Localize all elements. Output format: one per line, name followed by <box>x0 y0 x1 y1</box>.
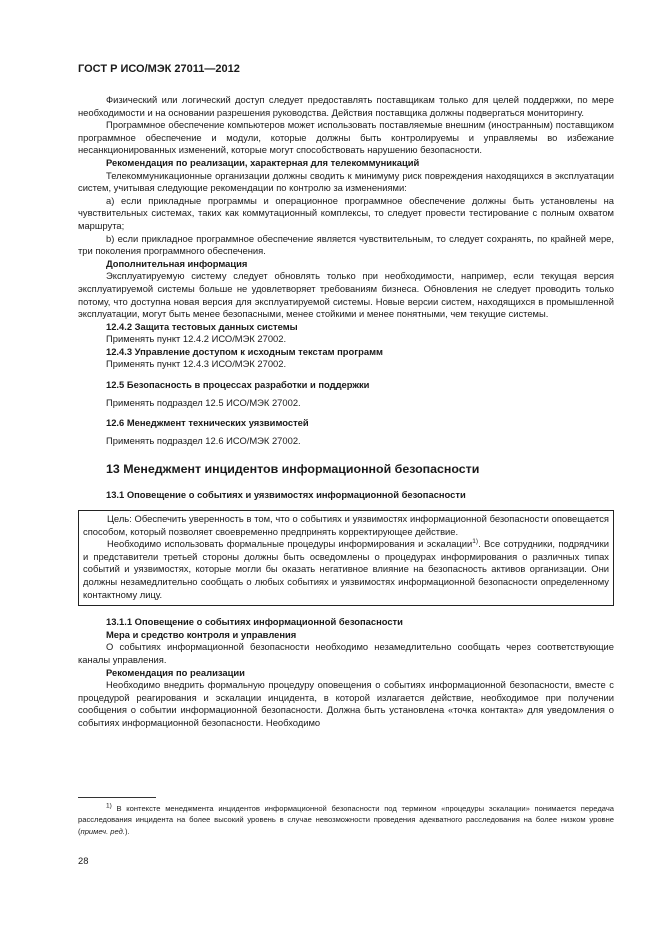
objective-box <box>78 510 614 606</box>
footnote-text: В контексте менеджмента инцидентов информационной безопасности под термином «процедуры эскалации» понимается передача расследования инцидента на более высокий уровень в случае невозможности проведения адекватного расследования на более низком уровне ( <box>78 804 614 836</box>
section-12-5-text: Применять подраздел 12.5 ИСО/МЭК 27002. <box>106 396 301 408</box>
paragraph-software: Программное обеспечение компьютеров может использовать поставляемые внешним (иностранным) поставщиком программное обеспечение и модули, которые должны быть контролируемы и управляемы во избежание несанкционированных изменений, которые могут способствовать нарушению безопасности. <box>78 119 614 156</box>
implementation-text: Необходимо внедрить формальную процедуру оповещения о событиях информационной безопасности, вместе с процедурой реагирования и эскалации инцидента, в которой излагается действие, необходимое при получении сообщения о событии информационной безопасности. Должна быть установлена «точка контакта» для уведомления о событиях информационной безопасности. Необходимо <box>78 679 614 728</box>
page-body <box>78 94 614 730</box>
section-12-4-2-title: 12.4.2 Защита тестовых данных системы <box>106 320 298 332</box>
section-12-6-text: Применять подраздел 12.6 ИСО/МЭК 27002. <box>106 434 301 446</box>
section-12-4-3-text: Применять пункт 12.4.3 ИСО/МЭК 27002. <box>106 358 287 370</box>
footnote <box>78 803 614 837</box>
section-12-6-title: 12.6 Менеджмент технических уязвимостей <box>106 417 309 429</box>
measure-heading: Мера и средство контроля и управления <box>106 628 297 640</box>
objective-procedures-text: Необходимо использовать формальные процедуры информирования и эскалации <box>107 538 473 550</box>
measure-text: О событиях информационной безопасности необходимо незамедлительно сообщать через соответствующие каналы управления. <box>78 641 614 665</box>
paragraph-updates: Эксплуатируемую систему следует обновлять только при необходимости, например, если текущая версия эксплуатируемой системы больше не удовлетворяет требованиям бизнеса. Обновления не следует проводить только потому, что доступна новая версия для эксплуатируемой системы. Новые версии систем, находящихся в промышленной эксплуатации, могут быть менее безопасными, менее стойкими и менее понятными, чем текущие системы. <box>78 270 614 320</box>
footnote-mark: 1) <box>106 802 112 810</box>
list-item-a: a) если прикладные программы и операционное программное обеспечение должны быть установлены на чувствительных системах, таких как коммутационный комплексы, то следует провести тестирование с полным охватом маршрута; <box>78 194 614 231</box>
additional-info-heading: Дополнительная информация <box>106 257 248 269</box>
paragraph-supplier-access: Физический или логический доступ следует предоставлять поставщикам только для целей поддержки, по мере необходимости и на основании разрешения руководства. Действия поставщика должны подвергаться мониторингу. <box>78 94 614 118</box>
footnote-editor-note: примеч. ред. <box>80 826 125 836</box>
section-12-4-2-text: Применять пункт 12.4.2 ИСО/МЭК 27002. <box>106 333 287 345</box>
objective-goal: Цель: Обеспечить уверенность в том, что о событиях и уязвимостях информационной безопасности оповещается способом, который позволяет своевременно предпринять корректирующее действие. <box>83 513 609 537</box>
footnote-ref: 1) <box>472 538 479 546</box>
list-item-b: b) если прикладное программное обеспечение является чувствительным, то следует сохранять, по крайней мере, три поколения программного обеспечения. <box>78 232 614 257</box>
objective-procedures <box>83 538 609 601</box>
chapter-13-title: 13 Менеджмент инцидентов информационной безопасности <box>106 462 480 477</box>
section-12-4-3-title: 12.4.3 Управление доступом к исходным текстам программ <box>106 345 383 357</box>
implementation-heading: Рекомендация по реализации <box>106 666 245 678</box>
telecom-guidance-heading: Рекомендация по реализации, характерная для телекоммуникаций <box>106 156 420 168</box>
footnote-text-end: ). <box>124 826 130 836</box>
section-13-1-title: 13.1 Оповещение о событиях и уязвимостях информационной безопасности <box>106 489 466 501</box>
section-13-1-1-title: 13.1.1 Оповещение о событиях информационной безопасности <box>106 616 403 628</box>
page-number: 28 <box>78 855 89 866</box>
paragraph-telecom: Телекоммуникационные организации должны сводить к минимуму риск повреждения находящихся в эксплуатации систем, учитывая следующие рекомендации по контролю за изменениями: <box>78 169 614 194</box>
footnote-divider <box>78 797 156 798</box>
objective-procedures-text-cont: . Все сотрудники, подрядчики и представители третьей стороны должны быть осведомлены о процедурах информирования о различных типах событий и уязвимостях, которые могли бы оказать негативное влияние на безопасность активов организации. Они должны незамедлительно сообщать о любых событиях и уязвимостях информационной безопасности определенному контактному лицу. <box>83 538 609 600</box>
running-header: ГОСТ Р ИСО/МЭК 27011—2012 <box>78 63 240 75</box>
section-12-5-title: 12.5 Безопасность в процессах разработки и поддержки <box>106 379 370 391</box>
